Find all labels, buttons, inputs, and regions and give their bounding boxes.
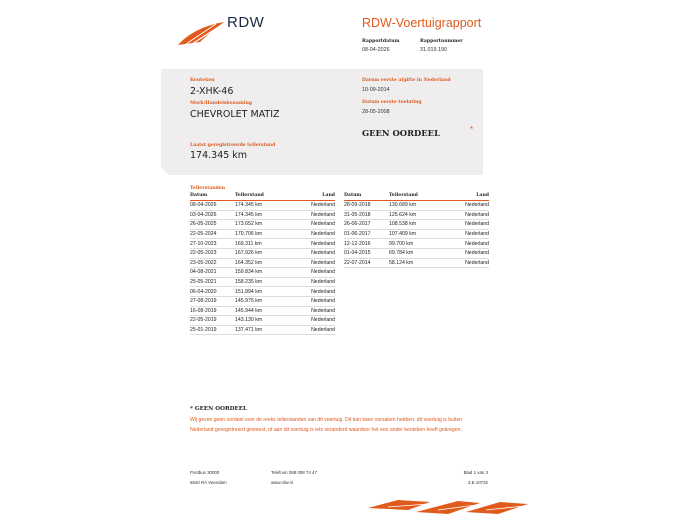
cell-odometer: 145.975 km <box>235 298 263 305</box>
cell-odometer: 167.926 km <box>235 250 263 257</box>
table-row <box>190 239 335 249</box>
cell-odometer: 159.834 km <box>235 269 263 276</box>
table-row <box>344 201 489 211</box>
report-date-block <box>362 39 399 53</box>
cell-date: 16-08-2019 <box>190 307 217 314</box>
table-row <box>344 230 489 240</box>
footer-po-box: Postbus 30000 <box>190 470 220 475</box>
cell-country: Nederland <box>465 240 489 247</box>
make-value: CHEVROLET MATIZ <box>190 109 280 120</box>
cell-country: Nederland <box>311 202 335 209</box>
table-row <box>190 201 335 211</box>
decorative-stripes-icon <box>368 498 528 514</box>
odometer-table-right <box>344 193 489 268</box>
cell-odometer: 137.471 km <box>235 327 263 334</box>
first-admission-value: 28-05-2008 <box>362 109 390 115</box>
footer-page-number: Blad 1 van 3 <box>463 470 488 475</box>
cell-country: Nederland <box>311 307 335 314</box>
cell-odometer: 58.124 km <box>389 259 414 266</box>
cell-date: 06-04-2020 <box>190 288 217 295</box>
logo-text: RDW <box>227 14 265 31</box>
table-row <box>190 297 335 307</box>
cell-country: Nederland <box>465 211 489 218</box>
table-row <box>344 239 489 249</box>
cell-odometer: 174.345 km <box>235 211 263 218</box>
cell-country: Nederland <box>465 202 489 209</box>
cell-odometer: 174.345 km <box>235 202 263 209</box>
cell-odometer: 145.944 km <box>235 307 263 314</box>
cell-odometer: 169.311 km <box>235 240 262 247</box>
odometer-value: 174.345 km <box>190 150 248 161</box>
cell-date: 03-04-2026 <box>190 211 217 218</box>
cell-country: Nederland <box>311 327 335 334</box>
column-header-country: Land <box>476 193 489 198</box>
cell-date: 27-08-2019 <box>190 298 217 305</box>
first-nl-value: 10-09-2014 <box>362 87 390 93</box>
table-row <box>190 316 335 326</box>
cell-date: 22-07-2014 <box>344 259 371 266</box>
table-row <box>344 259 489 269</box>
cell-date: 25-01-2019 <box>190 327 217 334</box>
cell-odometer: 130.689 km <box>389 202 417 209</box>
cell-date: 01-06-2017 <box>344 231 371 238</box>
verdict-badge: GEEN OORDEEL <box>362 128 440 138</box>
table-row <box>190 268 335 278</box>
cell-odometer: 173.652 km <box>235 221 263 228</box>
verdict-asterisk: * <box>470 125 474 134</box>
cell-date: 08-04-2026 <box>190 202 217 209</box>
report-number-label: Rapportnummer <box>420 39 463 44</box>
report-date-label: Rapportdatum <box>362 39 400 44</box>
cell-date: 12-12-2016 <box>344 240 371 247</box>
cell-country: Nederland <box>311 298 335 305</box>
table-row <box>190 211 335 221</box>
footer-city: 9640 RA Veendam <box>190 480 227 485</box>
plate-value: 2-XHK-46 <box>190 86 234 97</box>
table-header <box>190 193 335 201</box>
first-admission-label: Datum eerste toelating <box>362 100 422 105</box>
table-row <box>190 249 335 259</box>
plate-label: Kenteken <box>190 78 215 83</box>
footer-code: 3.E.10732 <box>467 480 488 485</box>
cell-country: Nederland <box>311 279 335 286</box>
cell-odometer: 69.784 km <box>389 250 414 257</box>
footnote-text: Wij geven geen oordeel over de reeks tellerstanden van dit voertuig. Dit kan twee oorzaken hebben: dit voertuig is buiten Nederland geregistreerd geweest, of aan dit voertuig is iets veranderd waardoor het een ander kenteken heeft gekregen. <box>190 417 463 433</box>
report-number-value: 31.019.190 <box>420 47 447 53</box>
cell-date: 04-08-2021 <box>190 269 217 276</box>
cell-country: Nederland <box>465 250 489 257</box>
cell-date: 23-05-2022 <box>190 259 217 266</box>
cell-country: Nederland <box>311 231 335 238</box>
cell-country: Nederland <box>311 211 335 218</box>
table-row <box>190 326 335 336</box>
column-header-country: Land <box>322 193 335 198</box>
cell-date: 01-04-2015 <box>344 250 371 257</box>
cell-date: 22-05-2019 <box>190 317 217 324</box>
cell-odometer: 158.235 km <box>235 279 263 286</box>
cell-country: Nederland <box>465 221 489 228</box>
make-label: Merk/Handelsbenaming <box>190 101 253 106</box>
footnote-title: * GEEN OORDEEL <box>190 406 247 412</box>
column-header-odometer: Tellerstand <box>235 193 264 198</box>
first-nl-label: Datum eerste afgifte in Nederland <box>362 78 451 83</box>
cell-date: 31-05-2018 <box>344 211 371 218</box>
cell-odometer: 125.624 km <box>389 211 417 218</box>
report-number-block <box>420 39 463 53</box>
table-row <box>190 307 335 317</box>
cell-country: Nederland <box>311 221 335 228</box>
table-row <box>344 249 489 259</box>
cell-country: Nederland <box>311 259 335 266</box>
cell-odometer: 164.352 km <box>235 259 263 266</box>
table-row <box>344 211 489 221</box>
cell-date: 22-05-2023 <box>190 250 217 257</box>
report-title: RDW-Voertuigrapport <box>362 16 482 30</box>
column-header-date: Datum <box>190 193 208 198</box>
table-row <box>190 220 335 230</box>
cell-country: Nederland <box>311 288 335 295</box>
odometer-table-left <box>190 193 335 335</box>
cell-date: 26-05-2025 <box>190 221 217 228</box>
cell-country: Nederland <box>311 250 335 257</box>
cell-date: 25-05-2021 <box>190 279 217 286</box>
report-date-value: 08-04-2026 <box>362 47 390 53</box>
cell-country: Nederland <box>311 317 335 324</box>
cell-odometer: 151.894 km <box>235 288 263 295</box>
cell-date: 27-10-2023 <box>190 240 217 247</box>
cell-odometer: 143.130 km <box>235 317 263 324</box>
odometer-section-title: Tellerstanden <box>190 186 226 191</box>
cell-country: Nederland <box>311 240 335 247</box>
rdw-logo-icon <box>178 20 224 46</box>
table-header <box>344 193 489 201</box>
cell-country: Nederland <box>465 259 489 266</box>
cell-date: 26-06-2017 <box>344 221 371 228</box>
table-row <box>190 230 335 240</box>
cell-odometer: 108.538 km <box>389 221 417 228</box>
table-row <box>190 278 335 288</box>
table-row <box>190 259 335 269</box>
footer-phone: Telefoon 088 008 74 47 <box>271 470 317 475</box>
cell-date: 28-09-2018 <box>344 202 371 209</box>
table-row <box>344 220 489 230</box>
cell-country: Nederland <box>311 269 335 276</box>
table-row <box>190 287 335 297</box>
column-header-date: Datum <box>344 193 362 198</box>
cell-odometer: 170.706 km <box>235 231 263 238</box>
cell-country: Nederland <box>465 231 489 238</box>
footer-website: www.rdw.nl <box>271 480 293 485</box>
odometer-label: Laatst geregistreerde tellerstand <box>190 143 276 148</box>
cell-odometer: 99.700 km <box>389 240 414 247</box>
cell-odometer: 107.409 km <box>389 231 417 238</box>
cell-date: 22-05-2024 <box>190 231 217 238</box>
column-header-odometer: Tellerstand <box>389 193 418 198</box>
